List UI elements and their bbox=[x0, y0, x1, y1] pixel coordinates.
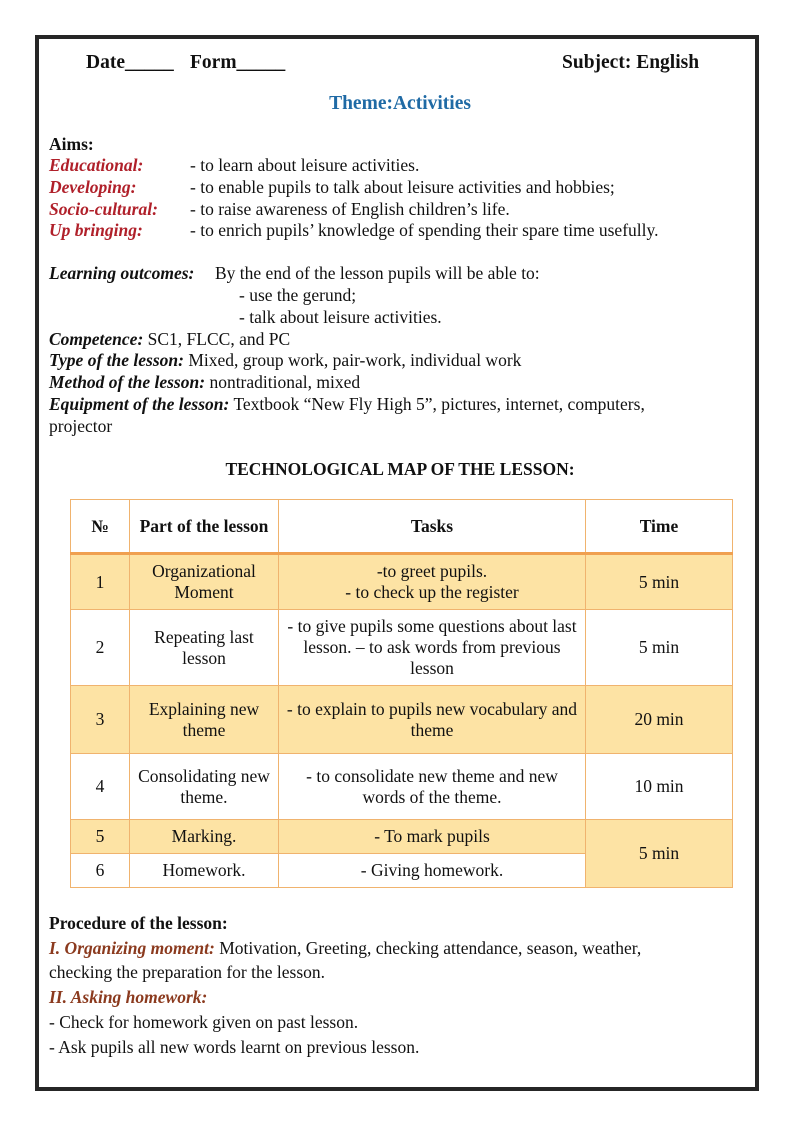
outcomes-intro: By the end of the lesson pupils will be able to: bbox=[215, 263, 540, 283]
row-tasks: - To mark pupils bbox=[279, 820, 586, 854]
row-part: Homework. bbox=[130, 854, 279, 888]
procedure-line: - Ask pupils all new words learnt on previous lesson. bbox=[49, 1037, 420, 1057]
competence-label: Competence: bbox=[49, 329, 144, 349]
row-part: Explaining new theme bbox=[130, 686, 279, 754]
header-part: Part of the lesson bbox=[130, 500, 279, 554]
row-part: Consolidating new theme. bbox=[130, 754, 279, 820]
row-number: 2 bbox=[71, 610, 130, 686]
header-tasks: Tasks bbox=[279, 500, 586, 554]
table-row bbox=[71, 820, 733, 854]
equipment-text-continued: projector bbox=[49, 416, 113, 436]
table-header-row bbox=[71, 500, 733, 554]
table-row bbox=[71, 686, 733, 754]
lesson-type-label: Type of the lesson: bbox=[49, 350, 184, 370]
form-label: Form_____ bbox=[190, 52, 286, 73]
procedure-step1-line bbox=[49, 937, 641, 959]
lesson-method-label: Method of the lesson: bbox=[49, 372, 206, 392]
procedure-line: - Check for homework given on past lesson. bbox=[49, 1012, 359, 1032]
equipment-text: Textbook “New Fly High 5”, pictures, internet, computers, bbox=[233, 394, 645, 414]
row-task-line: - to check up the register bbox=[345, 582, 519, 602]
table-row bbox=[71, 554, 733, 610]
row-time: 5 min bbox=[586, 820, 733, 888]
row-part: Repeating last lesson bbox=[130, 610, 279, 686]
row-time: 10 min bbox=[586, 754, 733, 820]
row-tasks: - to give pupils some questions about last lesson. – to ask words from previous lesson bbox=[279, 610, 586, 686]
row-task-line: -to greet pupils. bbox=[376, 561, 488, 581]
table-row bbox=[71, 610, 733, 686]
date-label: Date_____ bbox=[86, 52, 174, 73]
aim-label-socio-cultural: Socio-cultural: bbox=[49, 199, 158, 219]
row-number: 5 bbox=[71, 820, 130, 854]
row-time: 5 min bbox=[586, 554, 733, 610]
theme-title: Theme:Activities bbox=[329, 93, 471, 114]
lesson-method-line bbox=[49, 371, 360, 393]
procedure-step1-text-continued: checking the preparation for the lesson. bbox=[49, 962, 326, 982]
row-part: Organizational Moment bbox=[130, 554, 279, 610]
lesson-method-text: nontraditional, mixed bbox=[209, 372, 361, 392]
aim-text-developing: - to enable pupils to talk about leisure activities and hobbies; bbox=[190, 177, 615, 197]
row-number: 1 bbox=[71, 554, 130, 610]
aim-text-educational: - to learn about leisure activities. bbox=[190, 155, 420, 175]
equipment-label: Equipment of the lesson: bbox=[49, 394, 230, 414]
map-title: TECHNOLOGICAL MAP OF THE LESSON: bbox=[225, 459, 575, 479]
row-time: 5 min bbox=[586, 610, 733, 686]
procedure-step1-label: I. Organizing moment: bbox=[49, 938, 215, 958]
outcome-item: - talk about leisure activities. bbox=[239, 307, 442, 327]
equipment-line bbox=[49, 393, 645, 415]
outcome-item: - use the gerund; bbox=[239, 285, 357, 305]
aim-label-developing: Developing: bbox=[49, 177, 137, 197]
header-number: № bbox=[71, 500, 130, 554]
outcomes-label: Learning outcomes: bbox=[49, 263, 195, 283]
procedure-step1-text: Motivation, Greeting, checking attendance, season, weather, bbox=[219, 938, 642, 958]
row-number: 4 bbox=[71, 754, 130, 820]
row-tasks bbox=[279, 554, 586, 610]
row-number: 3 bbox=[71, 686, 130, 754]
procedure-step2-label: II. Asking homework: bbox=[49, 987, 208, 1007]
aim-label-upbringing: Up bringing: bbox=[49, 220, 143, 240]
row-tasks: - to explain to pupils new vocabulary and theme bbox=[279, 686, 586, 754]
lesson-type-text: Mixed, group work, pair-work, individual work bbox=[188, 350, 522, 370]
lesson-type-line bbox=[49, 349, 521, 371]
row-number: 6 bbox=[71, 854, 130, 888]
competence-line bbox=[49, 328, 290, 350]
row-time: 20 min bbox=[586, 686, 733, 754]
lesson-map-table bbox=[70, 499, 733, 888]
aim-text-upbringing: - to enrich pupils’ knowledge of spending their spare time usefully. bbox=[190, 220, 659, 240]
row-part: Marking. bbox=[130, 820, 279, 854]
header-time: Time bbox=[586, 500, 733, 554]
row-tasks: - to consolidate new theme and new words of the theme. bbox=[279, 754, 586, 820]
competence-text: SC1, FLCC, and PC bbox=[147, 329, 291, 349]
subject-label: Subject: English bbox=[562, 52, 700, 73]
procedure-heading: Procedure of the lesson: bbox=[49, 913, 228, 933]
row-tasks: - Giving homework. bbox=[279, 854, 586, 888]
aim-text-socio-cultural: - to raise awareness of English children’s life. bbox=[190, 199, 510, 219]
table-row bbox=[71, 754, 733, 820]
aim-label-educational: Educational: bbox=[49, 155, 144, 175]
aims-heading: Aims: bbox=[49, 134, 94, 154]
